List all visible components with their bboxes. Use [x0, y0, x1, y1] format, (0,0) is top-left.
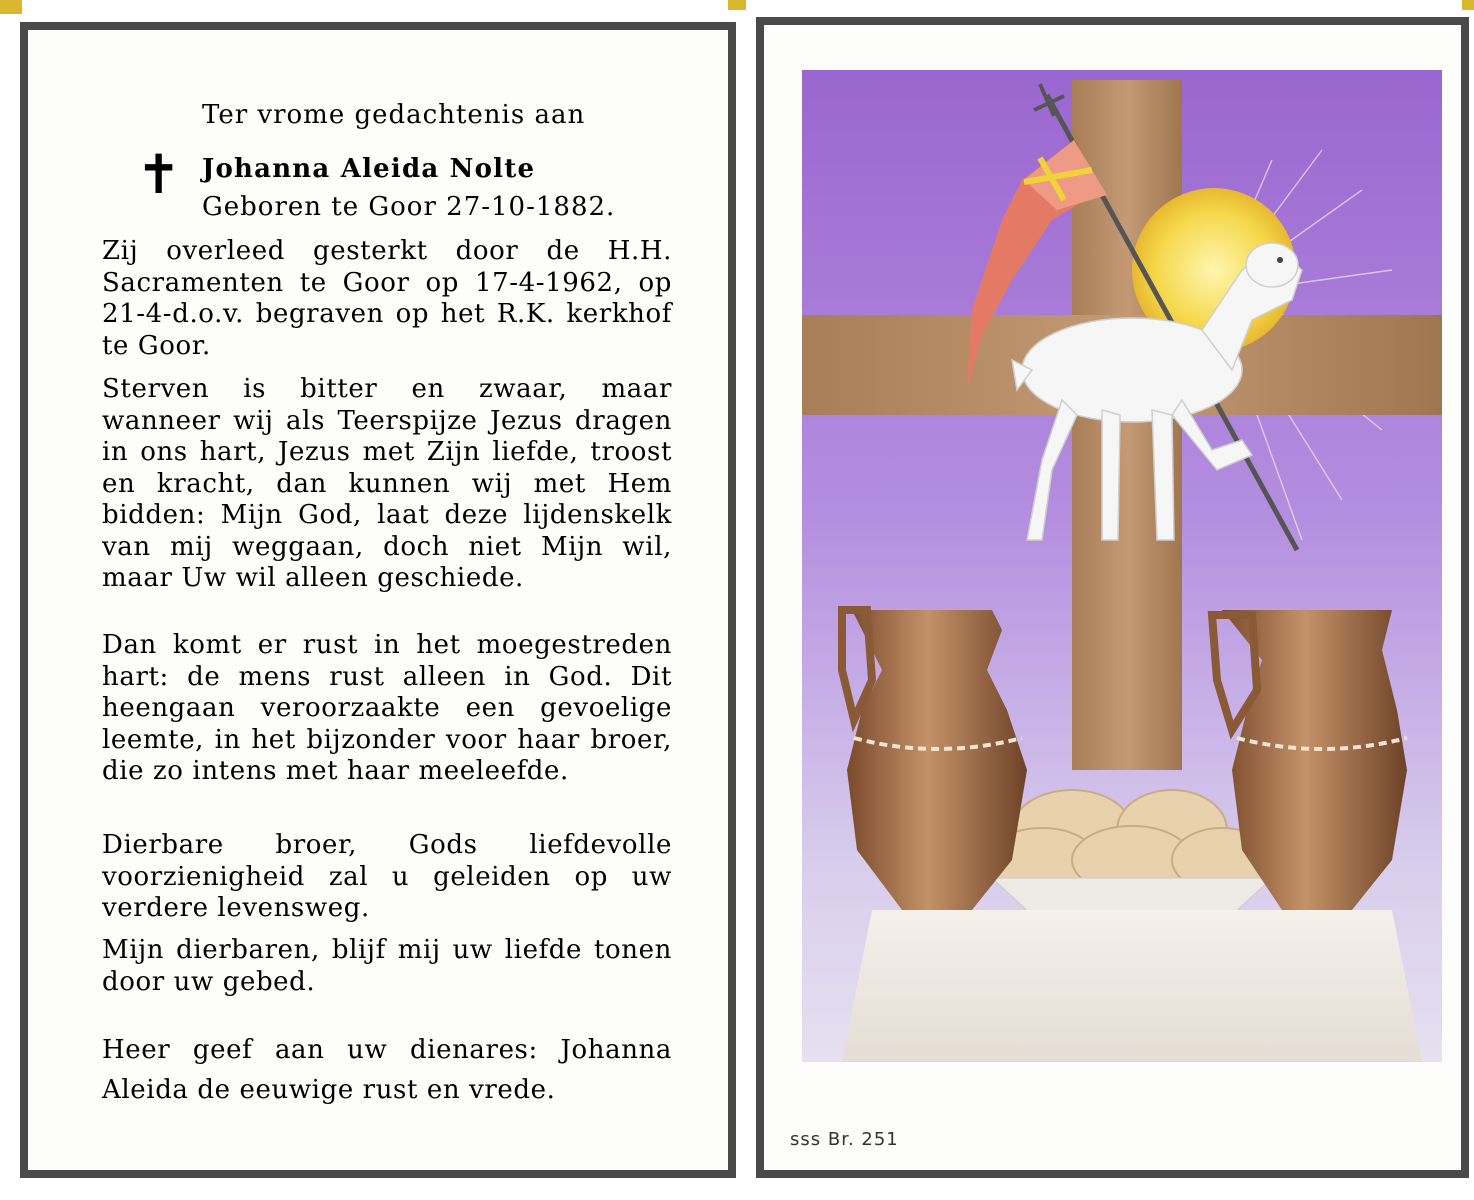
deceased-name: Johanna Aleida Nolte: [202, 154, 536, 184]
cross-icon: ✝: [136, 143, 182, 206]
memorial-text-paper: [28, 30, 728, 1170]
heading: Ter vrome gedachtenis aan: [202, 100, 586, 130]
paragraph-dear-ones: Mijn dierbaren, blijf mij uw liefde tonen door uw gebed.: [102, 935, 672, 997]
corner-tab-right: [1462, 0, 1474, 10]
paragraph-brother: Dierbare broer, Gods liefdevolle voorzienigheid zal u geleiden op uw verdere levensweg.: [102, 830, 672, 923]
corner-tab-middle: [728, 0, 746, 10]
lamb-of-god-illustration: [802, 70, 1442, 1062]
memorial-text-card: [20, 22, 736, 1178]
bread-plate: [992, 878, 1272, 915]
devotional-picture-card: [756, 17, 1469, 1178]
paragraph-rest: Dan komt er rust in het moegestreden hart: de mens rust alleen in God. Dit heengaan veroorzaakte een gevoelige leemte, in het bijzonder voor haar broer, die zo intens met haar meeleefde.: [102, 630, 672, 786]
altar-table: [842, 910, 1422, 1062]
print-caption: sss Br. 251: [790, 1129, 899, 1150]
paragraph-death: Zij overleed gesterkt door de H.H. Sacramenten te Goor op 17-4-1962, op 21-4-d.o.v. begraven op het R.K. kerkhof te Goor.: [102, 236, 672, 361]
paragraph-dying: Sterven is bitter en zwaar, maar wanneer wij als Teerspijze Jezus dragen in ons hart, Jezus met Zijn liefde, troost en kracht, dan kunnen wij met Hem bidden: Mijn God, laat deze lijdenskelk van mij weggaan, doch niet Mijn wil, maar Uw wil alleen geschiede.: [102, 374, 672, 593]
lamb-eye: [1277, 257, 1283, 263]
corner-tab-left: [0, 0, 22, 14]
devotional-picture-paper: [764, 25, 1461, 1170]
birth-line: Geboren te Goor 27-10-1882.: [202, 192, 616, 222]
paragraph-prayer: Heer geef aan uw dienares: Johanna Aleida de eeuwige rust en vrede.: [102, 1035, 672, 1105]
